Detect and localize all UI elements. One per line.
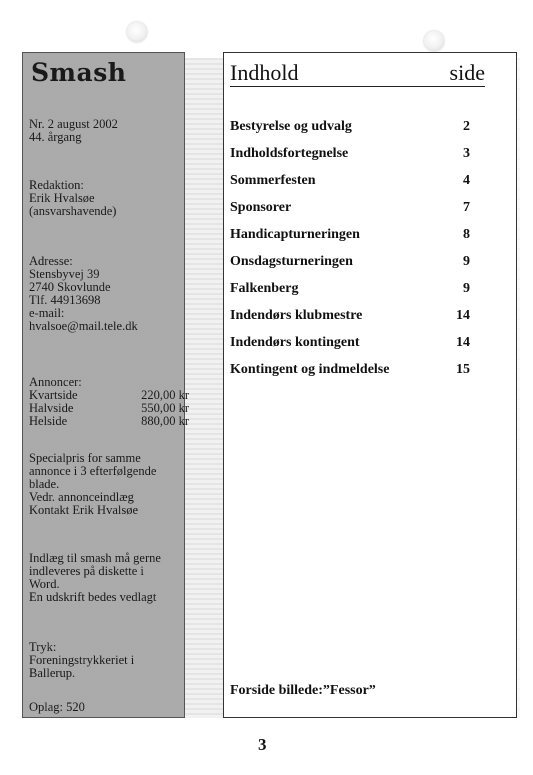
punch-hole-left [127, 22, 147, 42]
ad-price-row [29, 415, 189, 428]
toc-entry-page: 14 [456, 308, 470, 323]
toc-entry [230, 200, 470, 227]
issue-date: Nr. 2 august 2002 [29, 117, 118, 131]
address-phone: Tlf. 44913698 [29, 293, 101, 307]
editorial-heading: Redaktion: [29, 178, 84, 192]
toc-entry [230, 146, 470, 173]
toc-entry [230, 308, 470, 335]
ad-price-label: Kvartside [29, 388, 78, 402]
toc-entry [230, 227, 470, 254]
submission-line: Indlæg til smash må gerne [29, 551, 161, 565]
toc-entry-title: Bestyrelse og udvalg [230, 119, 352, 134]
editor-name: Erik Hvalsøe [29, 191, 95, 205]
toc-entry-title: Indendørs kontingent [230, 335, 360, 350]
punch-hole-right [424, 31, 444, 51]
editor-role: (ansvarshavende) [29, 204, 117, 218]
toc-entry-page: 7 [463, 200, 470, 215]
ad-price-value: 220,00 kr [141, 388, 189, 402]
toc-entry-title: Indholdsfortegnelse [230, 146, 349, 161]
submission-info [29, 552, 178, 604]
page-number: 3 [258, 735, 267, 754]
toc-title: Indhold [230, 60, 299, 85]
toc-entry-page: 3 [463, 146, 470, 161]
colophon-sidebar [22, 52, 189, 718]
toc-entry-title: Sponsorer [230, 200, 292, 215]
submission-line: indleveres på diskette i [29, 564, 144, 578]
toc-entry-title: Onsdagsturneringen [230, 254, 353, 269]
ad-prices [29, 375, 189, 428]
toc-entry-page: 9 [463, 281, 470, 296]
toc-entry-page: 4 [463, 173, 470, 188]
toc-header [230, 61, 485, 87]
toc-entry-page: 15 [456, 362, 470, 377]
toc-entry-title: Falkenberg [230, 281, 299, 296]
toc-entry [230, 254, 470, 281]
address-city: 2740 Skovlunde [29, 280, 111, 294]
toc-entry-page: 14 [456, 335, 470, 350]
toc-entry-title: Kontingent og indmeldelse [230, 362, 390, 377]
special-line: blade. [29, 477, 60, 491]
masthead-title: Smash [31, 58, 127, 87]
table-of-contents [223, 52, 517, 718]
ad-price-label: Halvside [29, 401, 74, 415]
submission-line: Word. [29, 577, 60, 591]
circulation-text: Oplag: 520 [29, 700, 85, 714]
special-contact-line: Vedr. annonceindlæg [29, 490, 134, 504]
toc-entry-page: 8 [463, 227, 470, 242]
toc-entry [230, 173, 470, 200]
toc-entry [230, 362, 470, 389]
toc-entry-title: Indendørs klubmestre [230, 308, 363, 323]
toc-entry [230, 119, 470, 146]
toc-entries [230, 119, 470, 389]
address-street: Stensbyvej 39 [29, 267, 100, 281]
toc-entry [230, 281, 470, 308]
toc-entry-title: Sommerfesten [230, 173, 316, 188]
cover-caption: Forside billede:”Fessor” [230, 683, 376, 698]
print-line: Ballerup. [29, 666, 76, 680]
print-heading: Tryk: [29, 640, 57, 654]
address-email-label: e-mail: [29, 306, 65, 320]
print-info [29, 641, 178, 680]
special-line: annonce i 3 efterfølgende [29, 464, 157, 478]
submission-line: En udskrift bedes vedlagt [29, 590, 157, 604]
special-contact-line: Kontakt Erik Hvalsøe [29, 503, 139, 517]
address-info [29, 255, 178, 333]
toc-entry-title: Handicapturneringen [230, 227, 360, 242]
toc-entry-page: 9 [463, 254, 470, 269]
print-line: Foreningstrykkeriet i [29, 653, 135, 667]
toc-entry [230, 335, 470, 362]
toc-entry-page: 2 [463, 119, 470, 134]
special-line: Specialpris for samme [29, 451, 141, 465]
ad-price-value: 880,00 kr [141, 414, 189, 428]
ad-price-label: Helside [29, 414, 68, 428]
special-offer [29, 452, 178, 517]
issue-info [29, 118, 178, 144]
toc-page-header: side [449, 60, 485, 85]
editorial-info [29, 179, 178, 218]
issue-volume: 44. årgang [29, 130, 82, 144]
ad-price-value: 550,00 kr [141, 401, 189, 415]
circulation-info [29, 701, 178, 714]
address-heading: Adresse: [29, 254, 73, 268]
ads-heading: Annoncer: [29, 375, 82, 389]
address-email: hvalsoe@mail.tele.dk [29, 319, 138, 333]
